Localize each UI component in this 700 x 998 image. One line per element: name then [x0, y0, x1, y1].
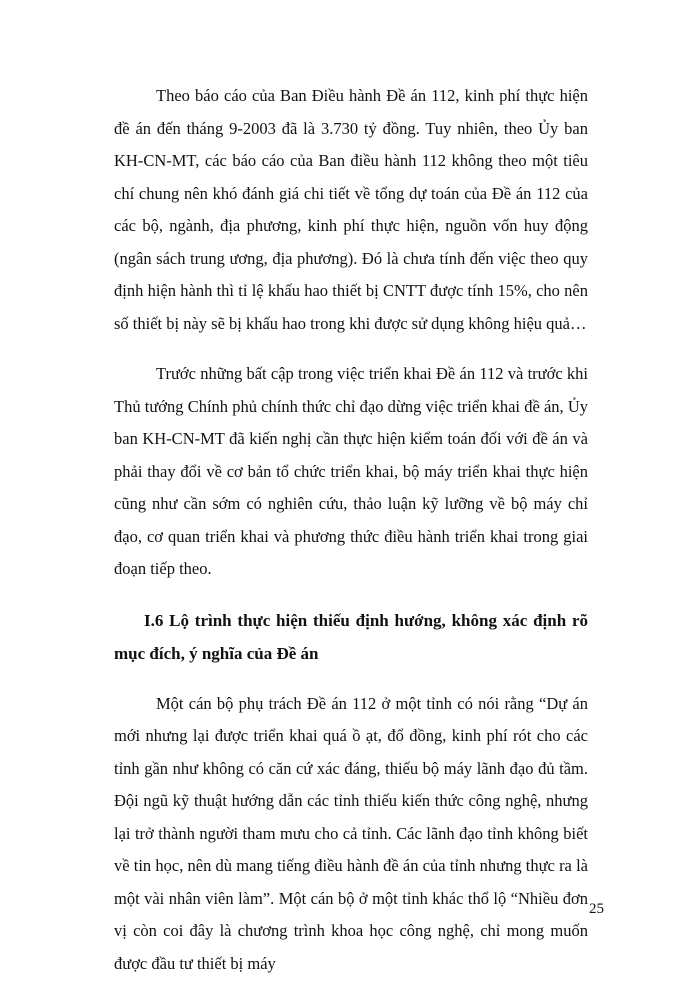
- document-page: [114, 80, 588, 998]
- page-number: 25: [589, 901, 604, 917]
- body-paragraph-1: Theo báo cáo của Ban Điều hành Đề án 112, kinh phí thực hiện đề án đến tháng 9-2003 đã là 3.730 tỷ đồng. Tuy nhiên, theo Ủy ban KH-CN-MT, các báo cáo của Ban điều hành 112 không theo một tiêu chí chung nên khó đánh giá chi tiết về tổng dự toán của Đề án 112 của các bộ, ngành, địa phương, kinh phí thực hiện, nguồn vốn huy động (ngân sách trung ương, địa phương). Đó là chưa tính đến việc theo quy định hiện hành thì tỉ lệ khấu hao thiết bị CNTT được tính 15%, cho nên số thiết bị này sẽ bị khấu hao trong khi được sử dụng không hiệu quả…: [114, 86, 588, 333]
- section-heading: I.6 Lộ trình thực hiện thiếu định hướng, không xác định rõ mục đích, ý nghĩa của Đề án: [114, 610, 588, 663]
- body-paragraph-3: Một cán bộ phụ trách Đề án 112 ở một tỉnh có nói rằng “Dự án mới nhưng lại được triển khai quá ồ ạt, đổ đồng, kinh phí rót cho các tỉnh gần như không có căn cứ xác đáng, thiếu bộ máy lãnh đạo đủ tầm. Đội ngũ kỹ thuật hướng dẫn các tỉnh thiếu kiến thức công nghệ, nhưng lại trở thành người tham mưu cho cả tỉnh. Các lãnh đạo tỉnh không biết về tin học, nên dù mang tiếng điều hành đề án của tỉnh nhưng thực ra là một vài nhân viên làm”. Một cán bộ ở một tỉnh khác thổ lộ “Nhiều đơn vị còn coi đây là chương trình khoa học công nghệ, chỉ mong muốn được đầu tư thiết bị máy: [114, 693, 588, 973]
- body-paragraph-2: Trước những bất cập trong việc triển khai Đề án 112 và trước khi Thủ tướng Chính phủ chính thức chỉ đạo dừng việc triển khai đề án, Ủy ban KH-CN-MT đã kiến nghị cần thực hiện kiểm toán đối với đề án và phải thay đổi về cơ bản tổ chức triển khai, bộ máy triển khai thực hiện cũng như cần sớm có nghiên cứu, thảo luận kỹ lưỡng về bộ máy chỉ đạo, cơ quan triển khai và phương thức điều hành triển khai trong giai đoạn tiếp theo.: [114, 364, 588, 578]
